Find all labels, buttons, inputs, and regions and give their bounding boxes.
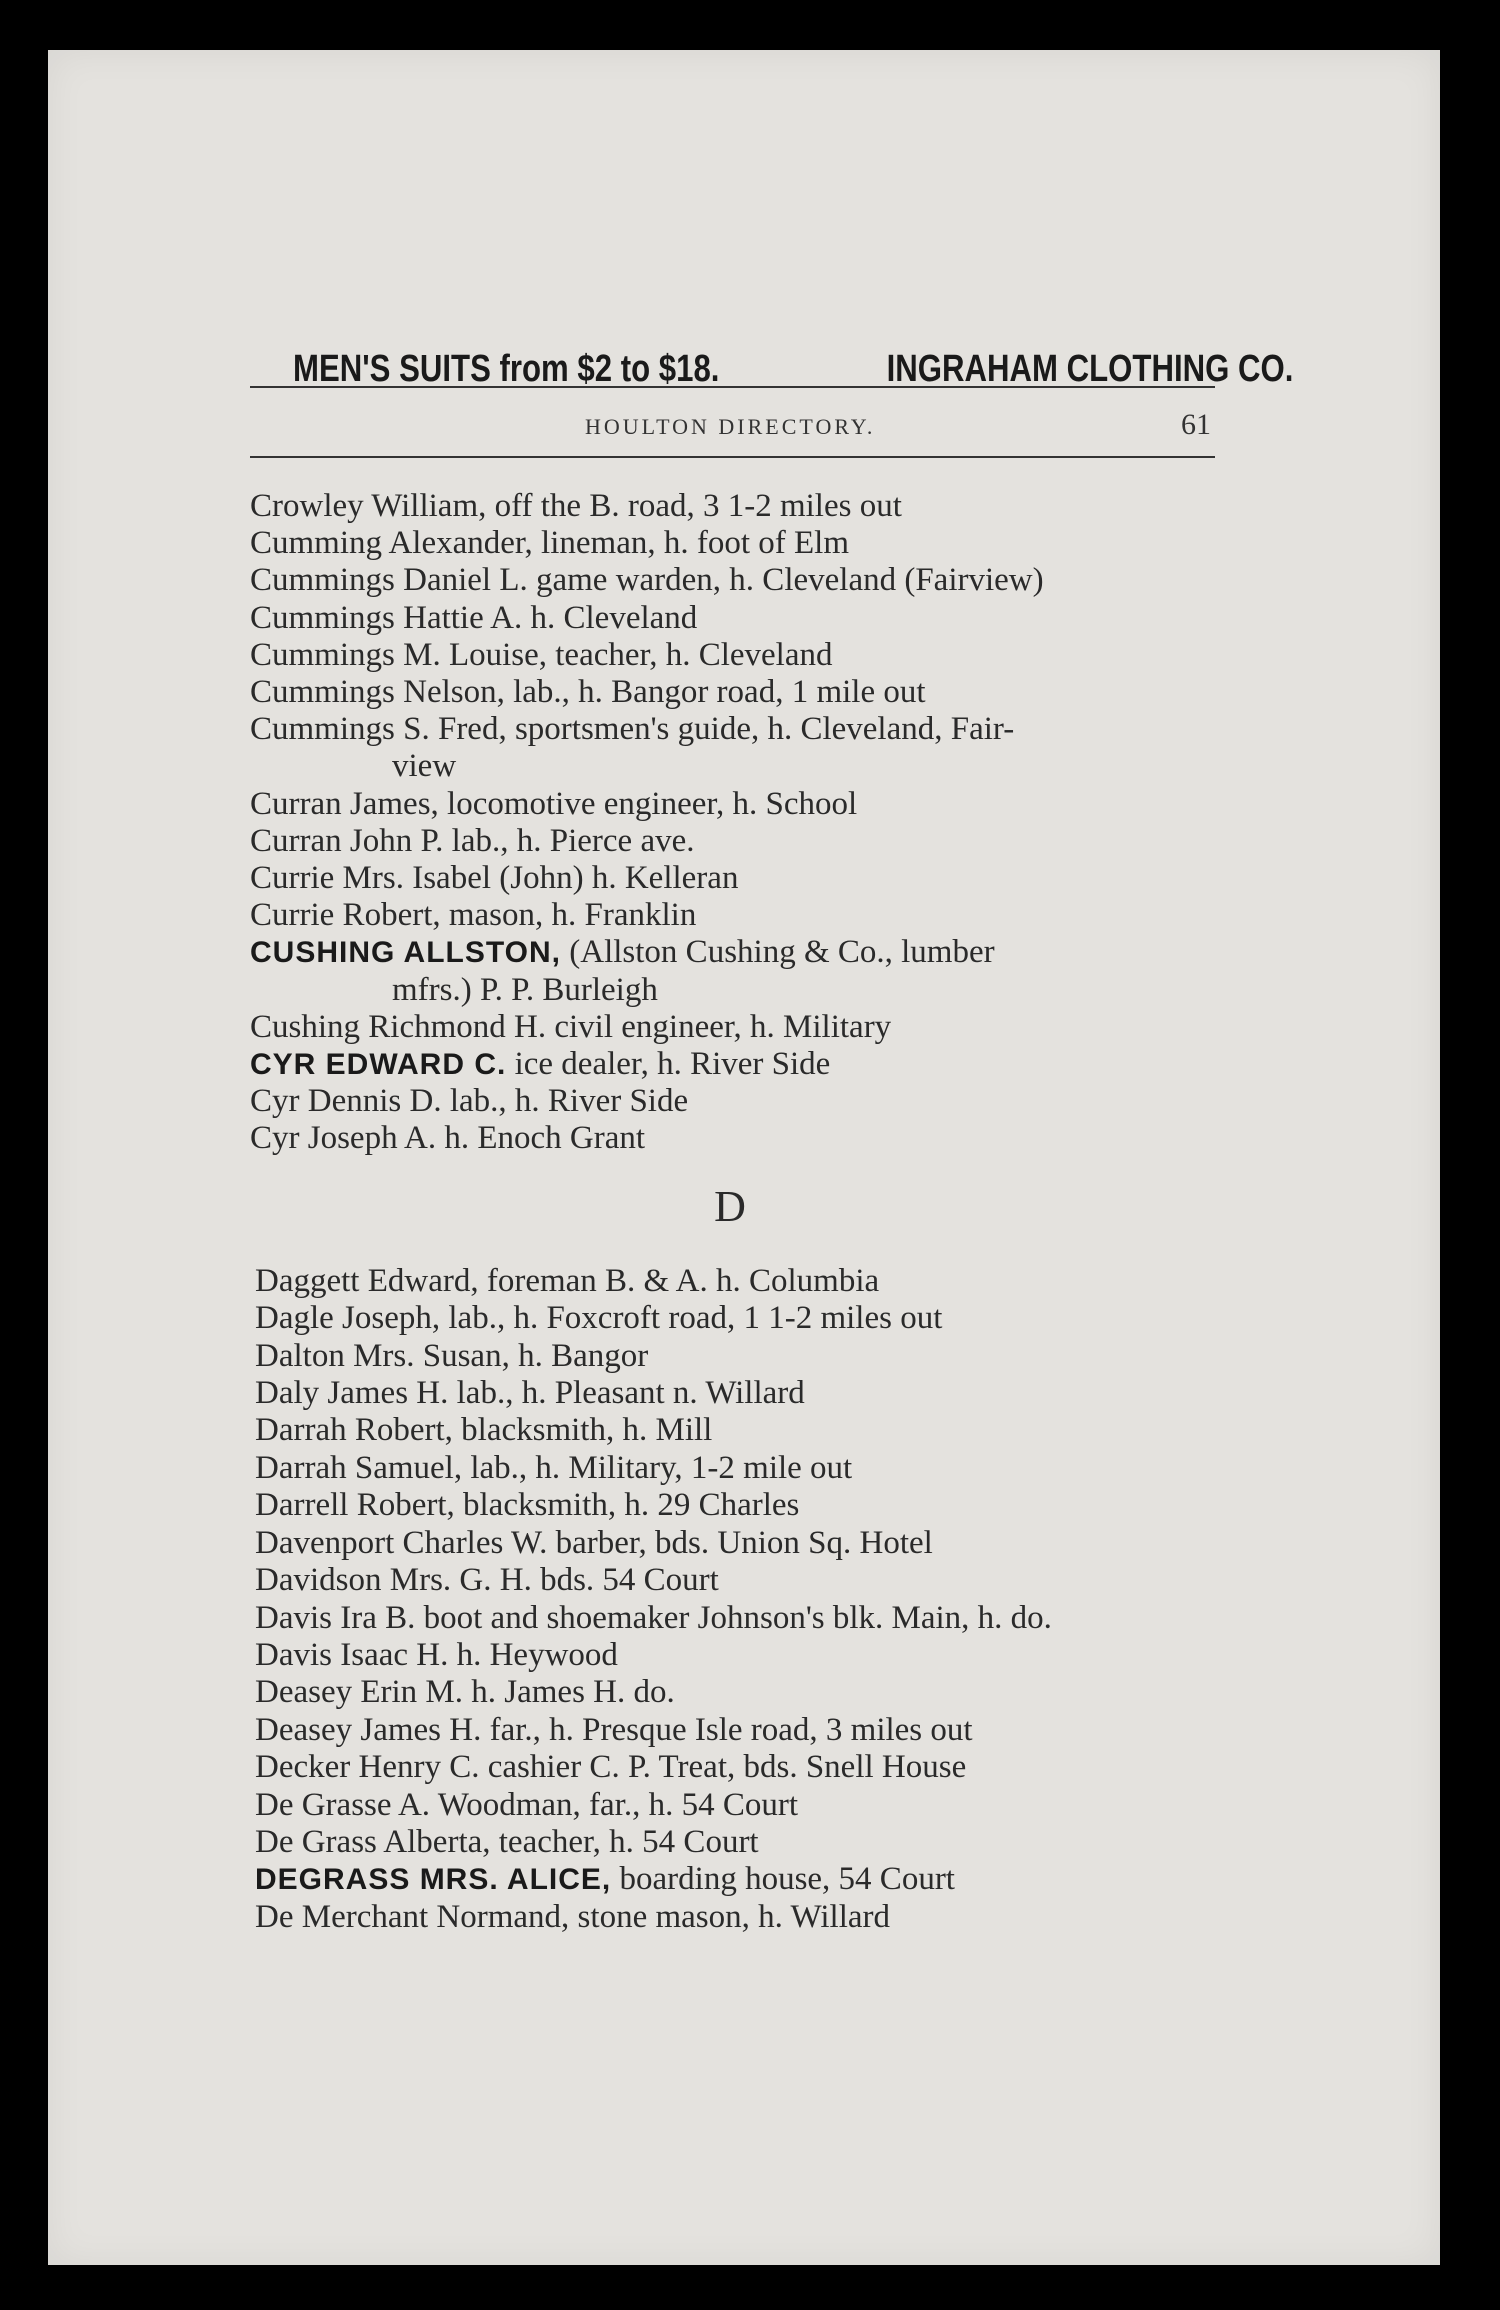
directory-entry bbox=[250, 674, 1250, 711]
entry-text: Davis Ira B. boot and shoemaker Johnson's blk. Main, h. do. bbox=[255, 1599, 1052, 1636]
entry-text: Davidson Mrs. G. H. bds. 54 Court bbox=[255, 1562, 719, 1599]
section-letter: D bbox=[714, 1181, 746, 1231]
entry-text: Darrah Samuel, lab., h. Military, 1-2 mile out bbox=[255, 1449, 853, 1486]
directory-entry bbox=[250, 1009, 1250, 1046]
entry-text: Cummings Nelson, lab., h. Bangor road, 1 mile out bbox=[250, 674, 926, 711]
directory-entry bbox=[250, 600, 1250, 637]
running-header bbox=[250, 408, 1215, 448]
directory-entry bbox=[255, 1824, 1250, 1861]
entry-text: Cyr Dennis D. lab., h. River Side bbox=[250, 1083, 689, 1120]
ad-left-text: MEN'S SUITS from $2 to $18. bbox=[293, 348, 720, 390]
directory-entry bbox=[255, 1412, 1250, 1449]
header-rule bbox=[250, 456, 1215, 458]
entry-text: Cumming Alexander, lineman, h. foot of Elm bbox=[250, 525, 849, 562]
entry-text: boarding house, 54 Court bbox=[611, 1861, 955, 1898]
directory-entry bbox=[250, 488, 1250, 525]
directory-entry bbox=[250, 823, 1250, 860]
page-number: 61 bbox=[1181, 408, 1211, 441]
directory-entry bbox=[250, 897, 1250, 934]
directory-entry bbox=[255, 1450, 1250, 1487]
entry-text: Dalton Mrs. Susan, h. Bangor bbox=[255, 1337, 649, 1374]
entry-text: Currie Mrs. Isabel (John) h. Kelleran bbox=[250, 860, 739, 897]
directory-entry bbox=[255, 1637, 1250, 1674]
entry-text: De Grass Alberta, teacher, h. 54 Court bbox=[255, 1823, 759, 1860]
entry-bold-name: CYR EDWARD C. bbox=[250, 1048, 507, 1082]
entry-text: Davis Isaac H. h. Heywood bbox=[255, 1636, 618, 1673]
entry-bold-name: CUSHING ALLSTON, bbox=[250, 936, 562, 970]
entry-text: Davenport Charles W. barber, bds. Union Sq. Hotel bbox=[255, 1524, 933, 1561]
directory-entry bbox=[250, 562, 1250, 599]
entries-c-list bbox=[250, 488, 1250, 1158]
directory-entry bbox=[255, 1263, 1250, 1300]
entry-text: Curran James, locomotive engineer, h. School bbox=[250, 785, 858, 822]
entry-text: Decker Henry C. cashier C. P. Treat, bds. Snell House bbox=[255, 1749, 967, 1786]
entry-text: Dagle Joseph, lab., h. Foxcroft road, 1 1-2 miles out bbox=[255, 1300, 943, 1337]
directory-entries bbox=[250, 488, 1250, 1936]
entry-text: Daly James H. lab., h. Pleasant n. Willard bbox=[255, 1375, 805, 1412]
entry-text: De Merchant Normand, stone mason, h. Willard bbox=[255, 1898, 890, 1935]
directory-entry bbox=[255, 1861, 1250, 1898]
directory-entry bbox=[255, 1674, 1250, 1711]
entry-text: Darrell Robert, blacksmith, h. 29 Charles bbox=[255, 1487, 800, 1524]
directory-entry bbox=[250, 860, 1250, 897]
entry-continuation: mfrs.) P. P. Burleigh bbox=[392, 971, 658, 1008]
directory-entry bbox=[255, 1300, 1250, 1337]
entry-text: Darrah Robert, blacksmith, h. Mill bbox=[255, 1412, 713, 1449]
directory-entry bbox=[250, 786, 1250, 823]
entry-text: De Grasse A. Woodman, far., h. 54 Court bbox=[255, 1786, 798, 1823]
top-rule bbox=[250, 386, 1215, 388]
directory-entry bbox=[250, 525, 1250, 562]
directory-entry bbox=[255, 1749, 1250, 1786]
ad-right-text: INGRAHAM CLOTHING CO. bbox=[886, 348, 1294, 390]
directory-entry bbox=[250, 1120, 1250, 1157]
entry-text: Cyr Joseph A. h. Enoch Grant bbox=[250, 1120, 646, 1157]
running-title: HOULTON DIRECTORY. bbox=[585, 414, 876, 439]
directory-entry bbox=[255, 1712, 1250, 1749]
entry-text: Cummings M. Louise, teacher, h. Cleveland bbox=[250, 636, 833, 673]
directory-entry bbox=[250, 934, 1250, 1008]
entry-text: Crowley William, off the B. road, 3 1-2 miles out bbox=[250, 488, 902, 524]
directory-entry bbox=[250, 1083, 1250, 1120]
directory-entry bbox=[250, 1046, 1250, 1083]
entry-text: Cummings S. Fred, sportsmen's guide, h. Cleveland, Fair- bbox=[250, 711, 1015, 748]
entry-text: ice dealer, h. River Side bbox=[506, 1046, 831, 1083]
entry-text: Cummings Daniel L. game warden, h. Cleveland (Fairview) bbox=[250, 562, 1044, 599]
entries-d-list bbox=[250, 1263, 1250, 1936]
entry-text: Cummings Hattie A. h. Cleveland bbox=[250, 599, 698, 636]
directory-entry bbox=[250, 637, 1250, 674]
entry-text: Currie Robert, mason, h. Franklin bbox=[250, 897, 697, 934]
advertisement-banner bbox=[293, 328, 1293, 408]
directory-entry bbox=[250, 711, 1250, 785]
entry-text: Curran John P. lab., h. Pierce ave. bbox=[250, 822, 695, 859]
directory-entry bbox=[255, 1375, 1250, 1412]
entry-text: Cushing Richmond H. civil engineer, h. Military bbox=[250, 1008, 892, 1045]
directory-entry bbox=[255, 1487, 1250, 1524]
directory-entry bbox=[255, 1562, 1250, 1599]
entry-continuation: view bbox=[392, 748, 457, 785]
entry-bold-name: DEGRASS MRS. ALICE, bbox=[255, 1863, 612, 1897]
entry-text: Daggett Edward, foreman B. & A. h. Columbia bbox=[255, 1262, 880, 1299]
directory-entry bbox=[255, 1338, 1250, 1375]
directory-entry bbox=[255, 1525, 1250, 1562]
entry-text: Deasey James H. far., h. Presque Isle road, 3 miles out bbox=[255, 1711, 973, 1748]
directory-entry bbox=[255, 1899, 1250, 1936]
entry-text: (Allston Cushing & Co., lumber bbox=[561, 934, 995, 971]
directory-entry bbox=[255, 1600, 1250, 1637]
directory-entry bbox=[255, 1787, 1250, 1824]
entry-text: Deasey Erin M. h. James H. do. bbox=[255, 1674, 675, 1711]
